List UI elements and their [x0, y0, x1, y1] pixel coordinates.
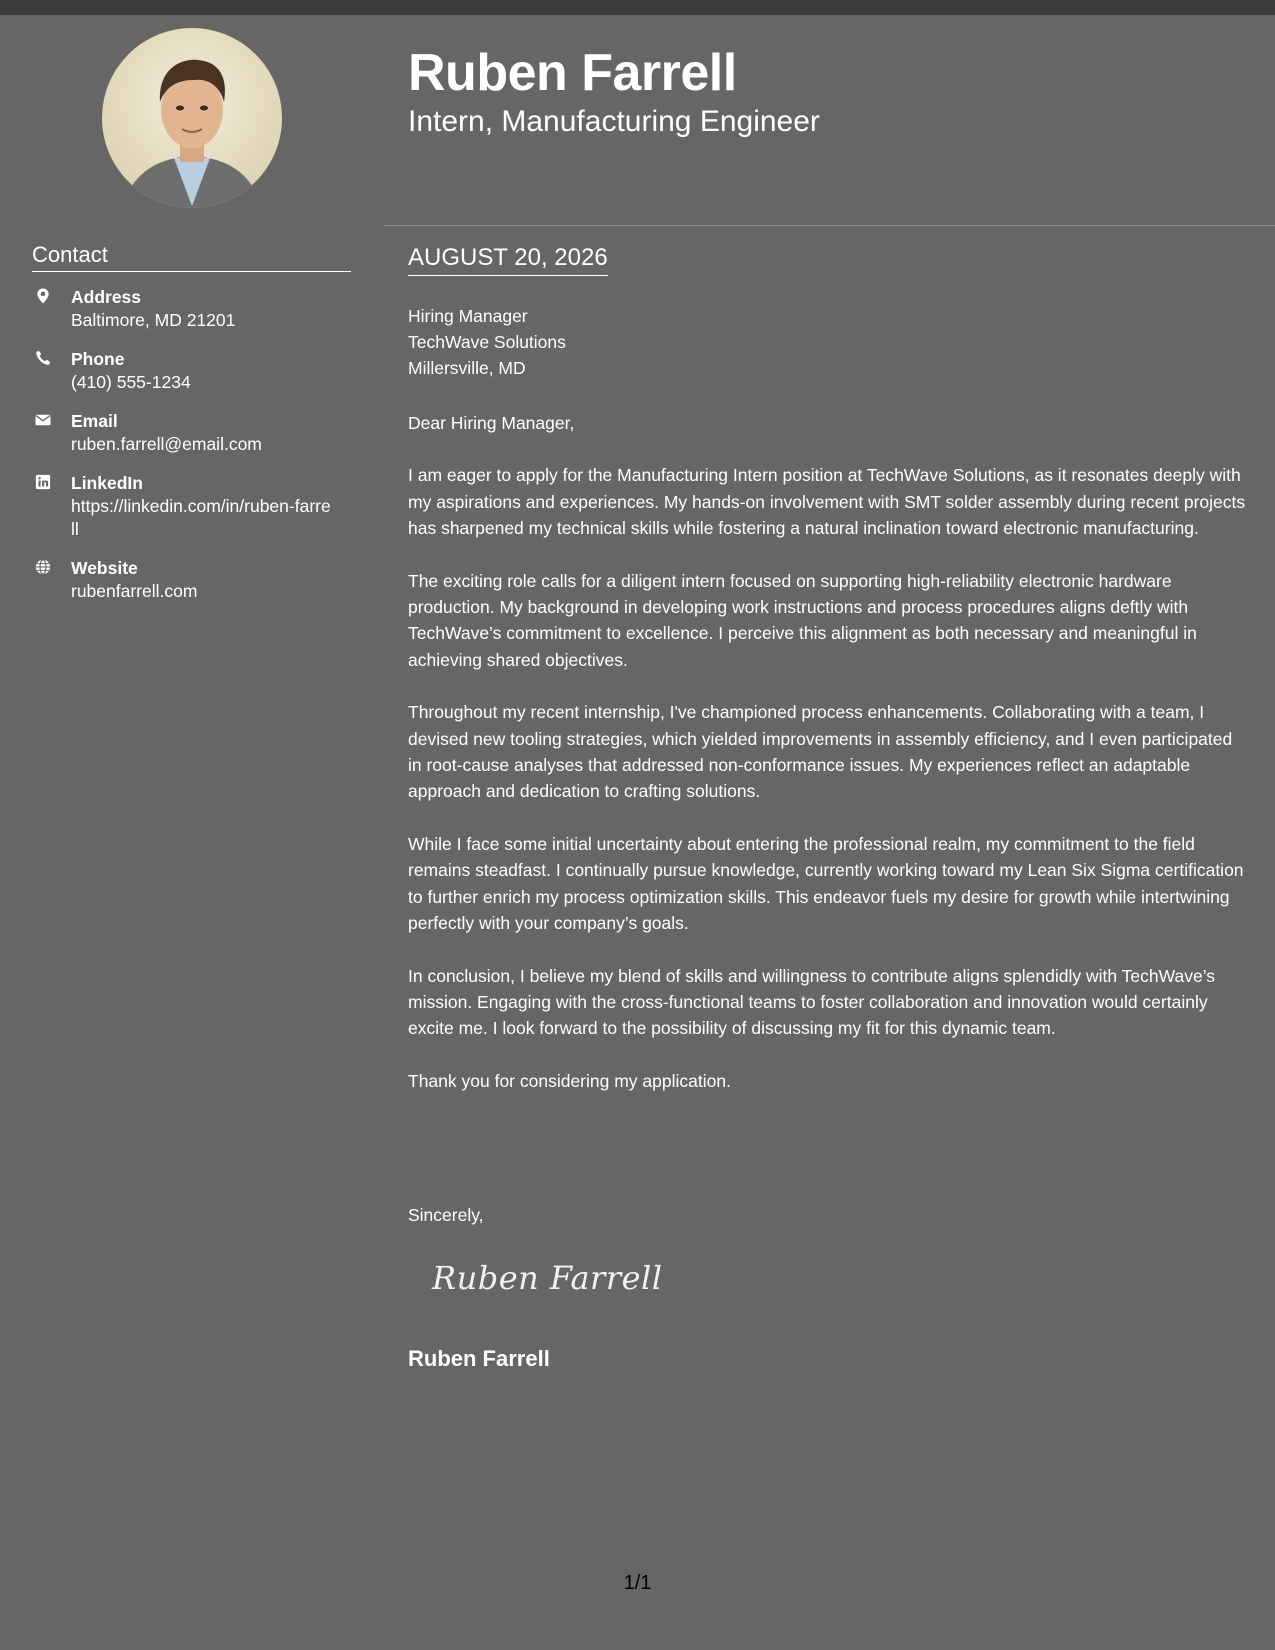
sidebar: [0, 15, 383, 1650]
contact-email-value[interactable]: ruben.farrell@email.com: [71, 434, 262, 454]
header-divider: [383, 225, 1275, 226]
contact-phone-value: (410) 555-1234: [71, 372, 191, 392]
contact-address-value: Baltimore, MD 21201: [71, 310, 236, 330]
contact-website-label: Website: [71, 558, 138, 578]
paragraph: I am eager to apply for the Manufacturing Intern position at TechWave Solutions, as it resonates deeply with my aspirations and experiences. My hands-on involvement with SMT solder assembly during recent projects has sharpened my technical skills while fostering a natural inclination toward electronic manufacturing.: [408, 465, 1246, 539]
contact-linkedin-value[interactable]: https://linkedin.com/in/ruben-farrell: [71, 496, 331, 539]
map-pin-icon: [34, 287, 52, 305]
closing: Sincerely,: [408, 1205, 484, 1225]
contact-heading: Contact: [32, 241, 351, 272]
page-number: 1/1: [623, 1572, 652, 1594]
envelope-icon: [34, 411, 52, 429]
top-bar: [0, 0, 1275, 15]
profile-photo: [102, 28, 282, 208]
paragraph: Thank you for considering my application.: [408, 1070, 731, 1091]
recipient-company: TechWave Solutions: [408, 332, 566, 352]
contact-phone: [32, 347, 352, 394]
contact-address-label: Address: [71, 287, 142, 307]
contact-email-label: Email: [71, 411, 118, 431]
portrait-photo: [102, 28, 282, 208]
applicant-name: Ruben Farrell: [408, 44, 737, 102]
linkedin-icon: [34, 473, 52, 491]
signed-name: Ruben Farrell: [408, 1346, 550, 1371]
letter-body: [408, 410, 1248, 1120]
paragraph: The exciting role calls for a diligent intern focused on supporting high-reliability electronic hardware production. My background in developing work instructions and process procedures aligns deftly with TechWave’s commitment to excellence. I perceive this alignment as both necessary and meaningful in achieving shared objectives.: [408, 570, 1197, 670]
salutation: Dear Hiring Manager,: [408, 413, 575, 433]
recipient-location: Millersville, MD: [408, 358, 526, 378]
contact-website: [32, 556, 352, 603]
paragraph: While I face some initial uncertainty about entering the professional realm, my commitment to the field remains steadfast. I continually pursue knowledge, currently working toward my Lean Six Sigma certification to further enrich my process optimization skills. This endeavor fuels my desire for growth while intertwining perfectly with your company’s goals.: [408, 833, 1244, 934]
contact-address: [32, 285, 352, 332]
contact-email: [32, 409, 352, 456]
letter-date: AUGUST 20, 2026: [408, 243, 608, 276]
globe-icon: [34, 558, 52, 576]
paragraph: In conclusion, I believe my blend of skills and willingness to contribute aligns splendidly with TechWave’s mission. Engaging with the cross-functional teams to foster collaboration and innovation would certainly excite me. I look forward to the possibility of discussing my fit for this dynamic team.: [408, 965, 1216, 1039]
contact-linkedin-label: LinkedIn: [71, 473, 143, 493]
paragraph: Throughout my recent internship, I've championed process enhancements. Collaborating with a team, I devised new tooling strategies, which yielded improvements in assembly efficiency, and I even participated in root-cause analyses that addressed non-conformance issues. My experiences reflect an adaptable approach and dedication to crafting solutions.: [408, 702, 1233, 802]
contact-list: [32, 285, 352, 618]
signature: Ruben Farrell: [432, 1259, 663, 1297]
contact-phone-label: Phone: [71, 349, 125, 369]
recipient-block: [408, 303, 566, 381]
recipient-name: Hiring Manager: [408, 306, 528, 326]
applicant-title: Intern, Manufacturing Engineer: [408, 105, 820, 138]
contact-website-value[interactable]: rubenfarrell.com: [71, 581, 198, 601]
phone-icon: [34, 349, 52, 367]
contact-linkedin: [32, 471, 352, 541]
